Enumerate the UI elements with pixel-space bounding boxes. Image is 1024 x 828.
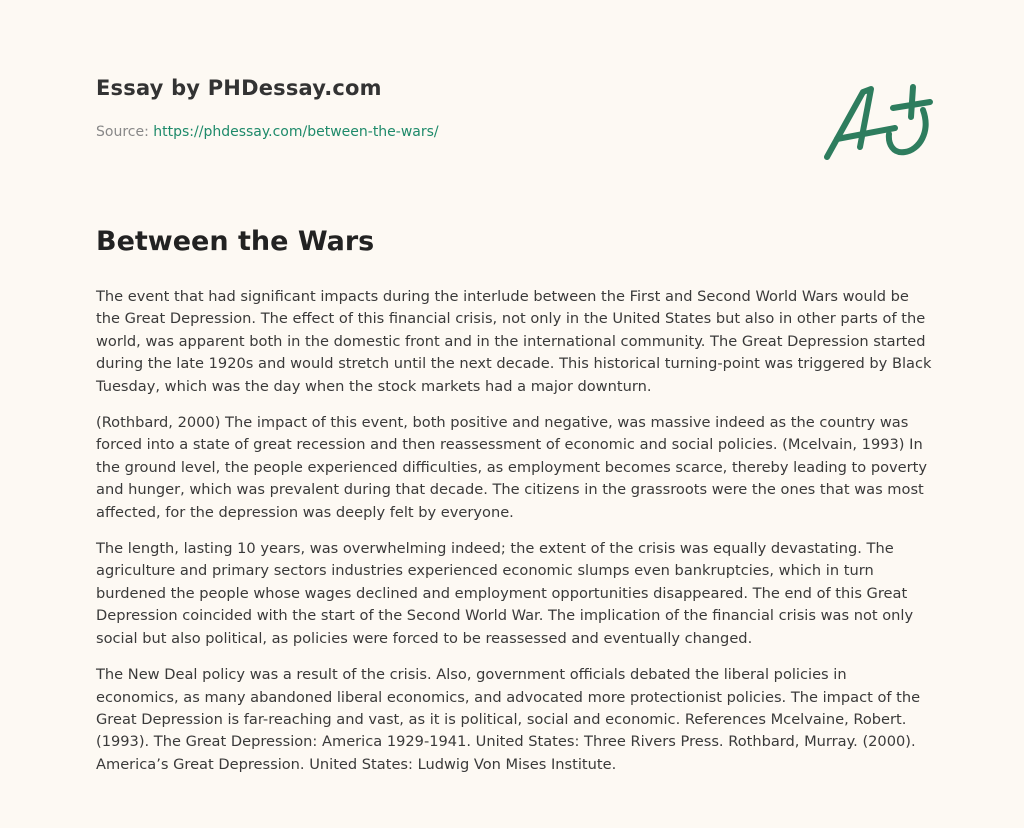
site-title: Essay by PHDessay.com	[96, 76, 382, 100]
source-link[interactable]: https://phdessay.com/between-the-wars/	[153, 124, 439, 140]
paragraph: The length, lasting 10 years, was overwhelming indeed; the extent of the crisis was equally devastating. The agriculture and primary sectors industries experienced economic slumps even bankruptcies, which in turn burdened the people whose wages declined and employment opportunities disappeared. The end of this Great Depression coincided with the start of the Second World War. The implication of the financial crisis was not only social but also political, as policies were forced to be reassessed and eventually changed.	[96, 540, 914, 647]
paragraph: The New Deal policy was a result of the crisis. Also, government officials debated the liberal policies in economics, as many abandoned liberal economics, and advocated more protectionist policies. The impact of the Great Depression is far-reaching and vast, as it is political, social and economic. References Mcelvaine, Robert. (1993). The Great Depression: America 1929-1941. United States: Three Rivers Press. Rothbard, Murray. (2000). America’s Great Depression. United States: Ludwig Von Mises Institute.	[96, 666, 921, 773]
article-body	[96, 286, 932, 790]
source-line	[96, 124, 439, 140]
paragraph: The event that had significant impacts during the interlude between the First and Second World Wars would be the Great Depression. The effect of this financial crisis, not only in the United States but also in other parts of the world, was apparent both in the domestic front and in the international community. The Great Depression started during the late 1920s and would stretch until the next decade. This historical turning-point was triggered by Black Tuesday, which was the day when the stock markets had a major downturn.	[96, 288, 932, 395]
source-label: Source:	[96, 124, 149, 140]
paragraph: (Rothbard, 2000) The impact of this event, both positive and negative, was massive indeed as the country was forced into a state of great recession and then reassessment of economic and social policies. (Mcelvain, 1993) In the ground level, the people experienced difficulties, as employment becomes scarce, thereby leading to poverty and hunger, which was prevalent during that decade. The citizens in the grassroots were the ones that was most affected, for the depression was deeply felt by everyone.	[96, 414, 927, 521]
a-plus-logo-icon	[815, 62, 940, 172]
article-title: Between the Wars	[96, 226, 375, 257]
